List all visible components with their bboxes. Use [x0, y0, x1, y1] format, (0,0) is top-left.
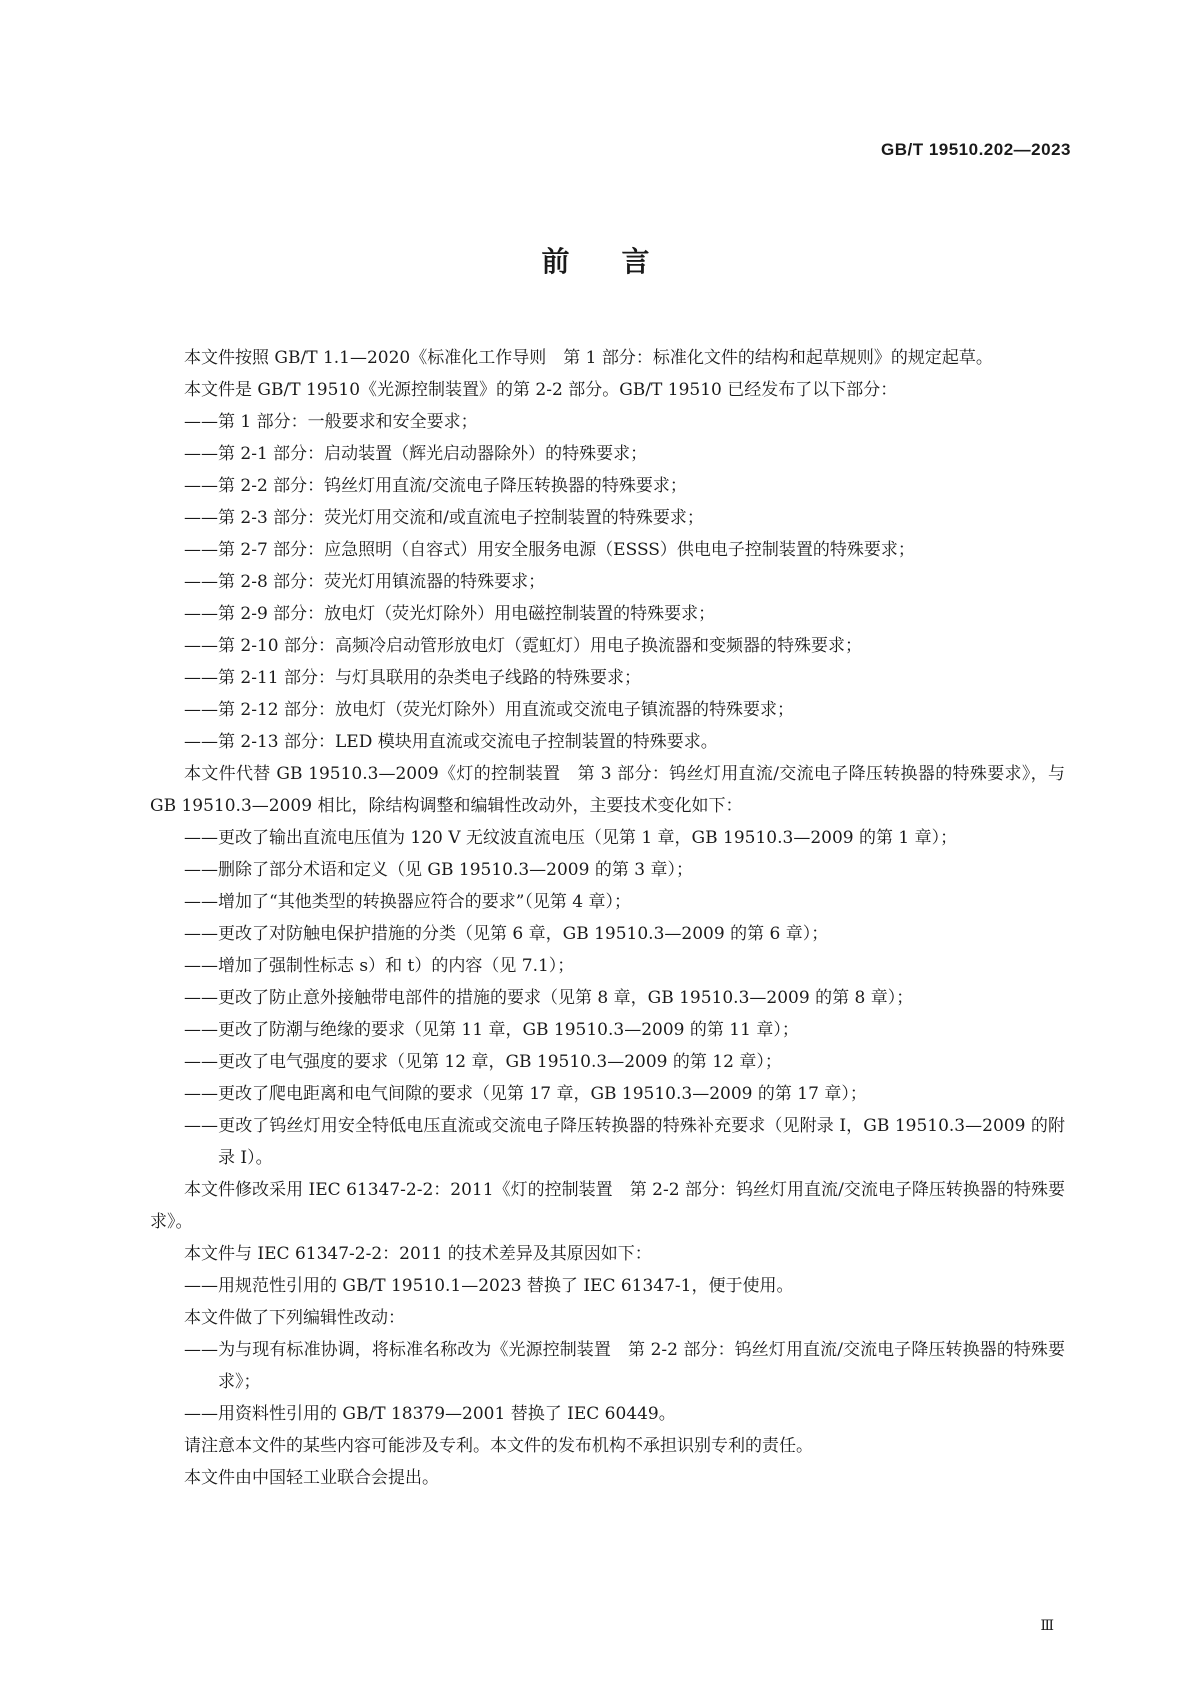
list-item: ——用规范性引用的 GB/T 19510.1—2023 替换了 IEC 61347-1，便于使用。	[184, 1276, 794, 1296]
page-number: Ⅲ	[1040, 1618, 1054, 1634]
paragraph: 本文件是 GB/T 19510《光源控制装置》的第 2-2 部分。GB/T 19510 已经发布了以下部分：	[184, 380, 898, 400]
list-item: ——第 2-3 部分：荧光灯用交流和/或直流电子控制装置的特殊要求；	[184, 508, 704, 528]
paragraph: 本文件做了下列编辑性改动：	[184, 1308, 405, 1328]
list-item: ——增加了“其他类型的转换器应符合的要求”（见第 4 章）；	[184, 892, 632, 912]
list-item: ——更改了爬电距离和电气间隙的要求（见第 17 章，GB 19510.3—2009 的第 17 章）；	[184, 1084, 867, 1104]
paragraph: 本文件代替 GB 19510.3—2009《灯的控制装置 第 3 部分：钨丝灯用直流/交流电子降压转换器的特殊要求》，与 GB 19510.3—2009 相比，除结构调整和编辑性改动外，主要技术变化如下：	[150, 764, 1065, 816]
paragraph: 请注意本文件的某些内容可能涉及专利。本文件的发布机构不承担识别专利的责任。	[184, 1436, 813, 1456]
standard-number: GB/T 19510.202—2023	[880, 140, 1071, 159]
list-item: ——为与现有标准协调，将标准名称改为《光源控制装置 第 2-2 部分：钨丝灯用直流/交流电子降压转换器的特殊要求》；	[184, 1340, 1065, 1392]
list-item: ——第 2-2 部分：钨丝灯用直流/交流电子降压转换器的特殊要求；	[184, 476, 687, 496]
list-item: ——更改了对防触电保护措施的分类（见第 6 章，GB 19510.3—2009 的第 6 章）；	[184, 924, 829, 944]
list-item: ——更改了输出直流电压值为 120 V 无纹波直流电压（见第 1 章，GB 19510.3—2009 的第 1 章）；	[184, 828, 958, 848]
list-item: ——第 2-10 部分：高频冷启动管形放电灯（霓虹灯）用电子换流器和变频器的特殊要求；	[184, 636, 862, 656]
list-item: ——第 2-7 部分：应急照明（自容式）用安全服务电源（ESSS）供电电子控制装置的特殊要求；	[184, 540, 915, 560]
page-title: 前言	[541, 245, 702, 278]
list-item: ——第 2-1 部分：启动装置（辉光启动器除外）的特殊要求；	[184, 444, 648, 464]
list-item: ——第 2-9 部分：放电灯（荧光灯除外）用电磁控制装置的特殊要求；	[184, 604, 716, 624]
list-item: ——删除了部分术语和定义（见 GB 19510.3—2009 的第 3 章）；	[184, 860, 693, 880]
list-item: ——第 2-13 部分：LED 模块用直流或交流电子控制装置的特殊要求。	[184, 732, 718, 752]
paragraph: 本文件修改采用 IEC 61347-2-2：2011《灯的控制装置 第 2-2 部分：钨丝灯用直流/交流电子降压转换器的特殊要求》。	[150, 1180, 1065, 1232]
list-item: ——增加了强制性标志 s）和 t）的内容（见 7.1）；	[184, 956, 575, 976]
paragraph: 本文件与 IEC 61347-2-2：2011 的技术差异及其原因如下：	[184, 1244, 652, 1264]
list-item: ——第 2-11 部分：与灯具联用的杂类电子线路的特殊要求；	[184, 668, 641, 688]
list-item: ——第 2-12 部分：放电灯（荧光灯除外）用直流或交流电子镇流器的特殊要求；	[184, 700, 794, 720]
list-item: ——更改了钨丝灯用安全特低电压直流或交流电子降压转换器的特殊补充要求（见附录 I，GB 19510.3—2009 的附录 I）。	[184, 1116, 1065, 1168]
list-item: ——用资料性引用的 GB/T 18379—2001 替换了 IEC 60449。	[184, 1404, 676, 1424]
list-item: ——第 2-8 部分：荧光灯用镇流器的特殊要求；	[184, 572, 546, 592]
list-item: ——更改了防潮与绝缘的要求（见第 11 章，GB 19510.3—2009 的第 11 章）；	[184, 1020, 799, 1040]
document-body	[150, 342, 1065, 1494]
list-item: ——更改了防止意外接触带电部件的措施的要求（见第 8 章，GB 19510.3—2009 的第 8 章）；	[184, 988, 914, 1008]
list-item: ——更改了电气强度的要求（见第 12 章，GB 19510.3—2009 的第 12 章）；	[184, 1052, 782, 1072]
paragraph: 本文件按照 GB/T 1.1—2020《标准化工作导则 第 1 部分：标准化文件的结构和起草规则》的规定起草。	[184, 348, 993, 368]
list-item: ——第 1 部分：一般要求和安全要求；	[184, 412, 478, 432]
paragraph: 本文件由中国轻工业联合会提出。	[184, 1468, 439, 1488]
